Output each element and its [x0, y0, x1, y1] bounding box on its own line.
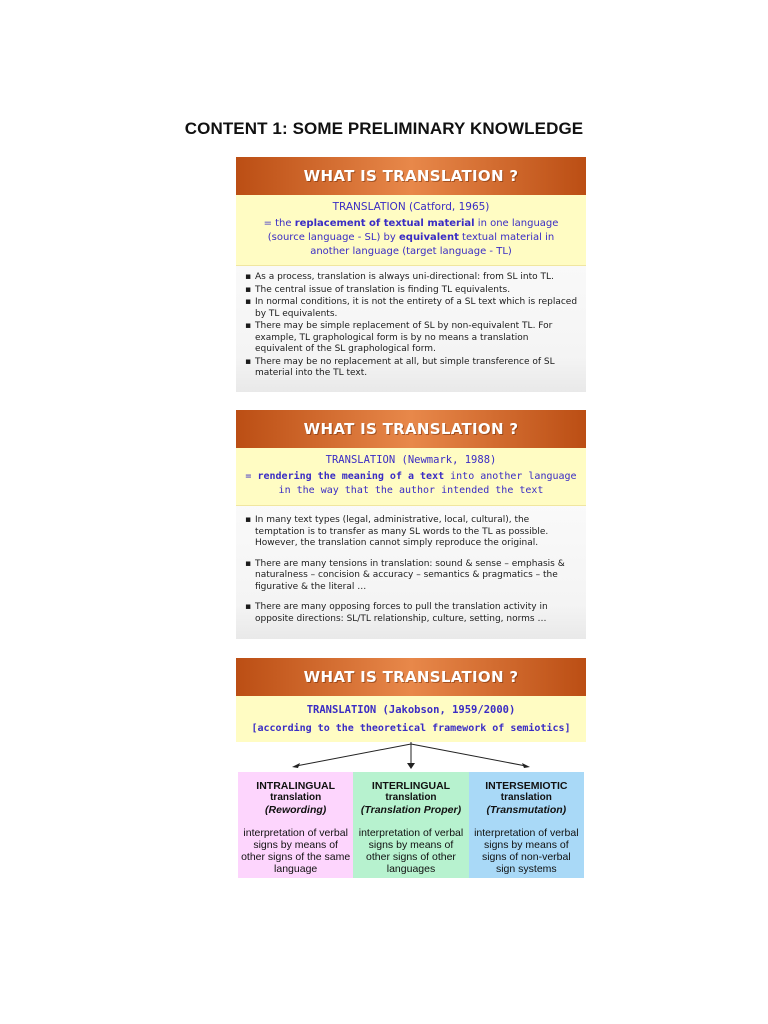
definition-box	[236, 195, 586, 266]
bullet-icon: ▪	[245, 356, 252, 367]
bullet-icon: ▪	[245, 284, 252, 295]
translation-types	[236, 772, 586, 878]
branch-connector	[236, 742, 586, 772]
type-name: INTERSEMIOTIC	[485, 780, 568, 792]
arrowhead-icon	[292, 763, 300, 768]
intralingual-box	[238, 772, 353, 878]
type-name: INTERLINGUAL	[371, 780, 451, 792]
type-sub: translation	[500, 792, 552, 803]
slide-newmark	[236, 410, 586, 639]
type-sub: translation	[385, 792, 437, 803]
definition-emphasis: rendering the meaning of a text	[257, 471, 445, 482]
type-sub: translation	[270, 792, 322, 803]
bullet-text: There are many tensions in translation: sound & sense – emphasis & naturalness – concision & accuracy – semantics & pragmatics – the figurative & the literal …	[255, 558, 565, 592]
definition-text: textual material in	[458, 232, 555, 243]
definition-text: = the	[263, 218, 295, 229]
bullet-text: In many text types (legal, administrative, local, cultural), the temptation is to transfer as many SL words to the TL as possible. However, the translation cannot simply reproduce the original.	[255, 515, 549, 548]
type-alias: (Translation Proper)	[360, 804, 462, 816]
definition-subtitle: [according to the theoretical framework of semiotics]	[251, 723, 571, 734]
definition-title: TRANSLATION (Jakobson, 1959/2000)	[306, 704, 516, 716]
bullet-item	[244, 297, 578, 320]
definition-emphasis: equivalent	[399, 232, 459, 243]
type-description: interpretation of verbal signs by means of other signs of other languages	[358, 827, 464, 875]
definition-text: =	[245, 471, 258, 482]
connector-line	[411, 744, 526, 766]
bullet-item	[244, 285, 578, 297]
bullet-text: In normal conditions, it is not the entirety of a SL text which is replaced by TL equivalents.	[255, 297, 578, 319]
definition-text: in the way that the author intended the text	[278, 485, 544, 496]
slide-header: WHAT IS TRANSLATION ?	[236, 658, 586, 696]
definition-line	[242, 484, 580, 498]
bullet-text: The central issue of translation is finding TL equivalents.	[255, 284, 511, 295]
definition-text: in one language	[474, 218, 559, 229]
bullet-text: There may be no replacement at all, but simple transference of SL material into the TL text.	[255, 356, 555, 378]
definition-text: another language (target language - TL)	[310, 246, 512, 257]
definition-line	[242, 470, 580, 484]
bullet-item	[244, 559, 578, 594]
interlingual-box	[353, 772, 468, 878]
bullet-item	[244, 515, 578, 550]
bullet-text: There may be simple replacement of SL by non-equivalent TL. For example, TL graphological form is by no means a translation equivalent of the SL graphological form.	[255, 321, 553, 354]
definition-box	[236, 448, 586, 506]
bullet-text: There are many opposing forces to pull the translation activity in opposite directions: SL/TL relationship, culture, setting, norms …	[255, 602, 548, 624]
definition-line	[242, 245, 580, 259]
slide-catford	[236, 157, 586, 392]
bullet-icon: ▪	[245, 558, 252, 569]
type-alias: (Rewording)	[265, 804, 327, 816]
arrowhead-icon	[407, 763, 415, 769]
definition-title: TRANSLATION (Catford, 1965)	[332, 201, 490, 213]
definition-line	[242, 231, 580, 245]
type-name: INTRALINGUAL	[256, 780, 336, 792]
definition-emphasis: replacement of textual material	[294, 218, 475, 229]
slide-header: WHAT IS TRANSLATION ?	[236, 157, 586, 195]
bullet-item	[244, 321, 578, 356]
bullet-item	[244, 357, 578, 380]
bullet-icon: ▪	[245, 272, 252, 282]
slide-jakobson	[236, 658, 586, 897]
bullet-icon: ▪	[245, 321, 252, 331]
page-title: CONTENT 1: SOME PRELIMINARY KNOWLEDGE	[184, 119, 584, 138]
type-description: interpretation of verbal signs by means of signs of non-verbal sign systems	[474, 827, 579, 875]
bullet-text: As a process, translation is always uni-directional: from SL into TL.	[255, 272, 554, 282]
definition-line	[242, 217, 580, 231]
definition-text: into another language	[444, 471, 577, 482]
bullet-item	[244, 272, 578, 284]
definition-text: (source language - SL) by	[267, 232, 399, 243]
definition-title: TRANSLATION (Newmark, 1988)	[325, 454, 497, 466]
intersemiotic-box	[469, 772, 584, 878]
bullet-icon: ▪	[245, 602, 252, 612]
bullet-list	[236, 506, 586, 625]
bullet-icon: ▪	[245, 297, 252, 307]
connector-line	[296, 744, 411, 766]
slide-header: WHAT IS TRANSLATION ?	[236, 410, 586, 448]
definition-box	[236, 696, 586, 742]
bullet-list	[236, 266, 586, 380]
type-alias: (Transmutation)	[486, 804, 567, 816]
bullet-icon: ▪	[245, 515, 252, 525]
bullet-item	[244, 602, 578, 625]
type-description: interpretation of verbal signs by means of other signs of the same language	[241, 827, 351, 875]
arrowhead-icon	[522, 763, 530, 768]
